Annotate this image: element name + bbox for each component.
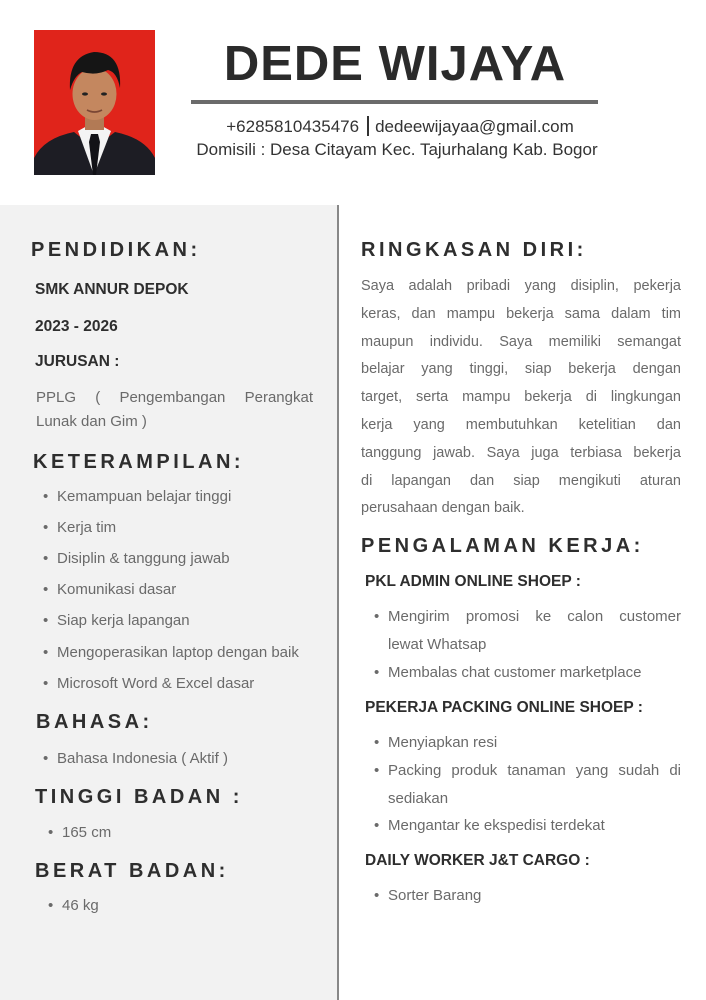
job-duty-line: Mengirim promosi ke calon customer [388, 608, 681, 625]
school-name: SMK ANNUR DEPOK [35, 281, 189, 298]
weight-value: • 46 kg [62, 897, 99, 914]
email-address: dedeewijayaa@gmail.com [375, 117, 574, 136]
job-title: PEKERJA PACKING ONLINE SHOEP : [365, 699, 643, 716]
major-label: JURUSAN : [35, 353, 120, 370]
job-title: DAILY WORKER J&T CARGO : [365, 852, 590, 869]
job-duty: • Mengantar ke ekspedisi terdekat [388, 817, 605, 834]
height-value: • 165 cm [62, 824, 111, 841]
job-duty: • Sorter Barang [388, 887, 481, 904]
summary-line: keras, dan mampu bekerja sama dalam tim [361, 305, 681, 322]
profile-photo [34, 30, 155, 175]
language-item: • Bahasa Indonesia ( Aktif ) [57, 750, 228, 767]
summary-line: Saya adalah pribadi yang disiplin, pekerja [361, 278, 681, 294]
job-duty-line: sediakan [388, 790, 449, 807]
address: Domisili : Desa Citayam Kec. Tajurhalang Kab. Bogor [196, 140, 598, 159]
skill-item: • Mengoperasikan laptop dengan baik [57, 644, 299, 661]
bullet-icon: • [374, 608, 380, 625]
name-underline [191, 100, 598, 104]
experience-heading: PENGALAMAN KERJA: [361, 535, 644, 557]
summary-line: di lapangan dan siap mengikuti aturan [361, 472, 681, 489]
contact-line [180, 116, 620, 137]
job-duty [374, 757, 681, 813]
full-name: DEDE WIJAYA [223, 37, 567, 91]
skill-item: • Microsoft Word & Excel dasar [57, 675, 254, 692]
school-years: 2023 - 2026 [35, 318, 118, 335]
job-duty: • Menyiapkan resi [388, 734, 497, 751]
summary-line: belajar yang tinggi, siap bekerja dengan [361, 361, 681, 378]
summary-line: tanggung jawab. Saya juga terbiasa bekerja [361, 444, 681, 461]
contact-separator [367, 116, 369, 136]
column-divider [337, 205, 339, 1000]
height-heading: TINGGI BADAN : [35, 786, 243, 808]
skill-item: • Kemampuan belajar tinggi [57, 488, 231, 505]
summary-line: maupun individu. Saya memiliki semangat [361, 333, 681, 350]
job-duty-line: lewat Whatsap [388, 636, 487, 653]
summary-text [361, 273, 681, 523]
major-line-2: Lunak dan Gim ) [36, 413, 147, 430]
summary-line: target, serta mampu bekerja di lingkungan [361, 389, 681, 406]
resume-header [0, 0, 706, 205]
skill-item: • Disiplin & tanggung jawab [57, 550, 230, 567]
skill-item: • Komunikasi dasar [57, 581, 176, 598]
job-title: PKL ADMIN ONLINE SHOEP : [365, 573, 581, 590]
skill-item: • Kerja tim [57, 519, 116, 536]
major-line-1: PPLG ( Pengembangan Perangkat [36, 389, 313, 406]
summary-line: perusahaan dengan baik. [361, 500, 525, 517]
skill-item: • Siap kerja lapangan [57, 612, 190, 629]
skills-heading: KETERAMPILAN: [33, 451, 245, 473]
summary-heading: RINGKASAN DIRI: [361, 239, 587, 261]
language-heading: BAHASA: [36, 711, 153, 733]
job-duty [374, 603, 681, 659]
weight-heading: BERAT BADAN: [35, 860, 229, 882]
job-duty-line: Packing produk tanaman yang sudah di [388, 762, 681, 779]
major-text [36, 386, 313, 434]
phone-number: +6285810435476 [226, 117, 360, 136]
job-duty: • Membalas chat customer marketplace [388, 664, 641, 681]
person-portrait-icon [34, 30, 155, 175]
bullet-icon: • [374, 762, 380, 779]
summary-line: kerja yang membutuhkan ketelitian dan [361, 416, 681, 433]
education-heading: PENDIDIKAN: [31, 239, 201, 261]
